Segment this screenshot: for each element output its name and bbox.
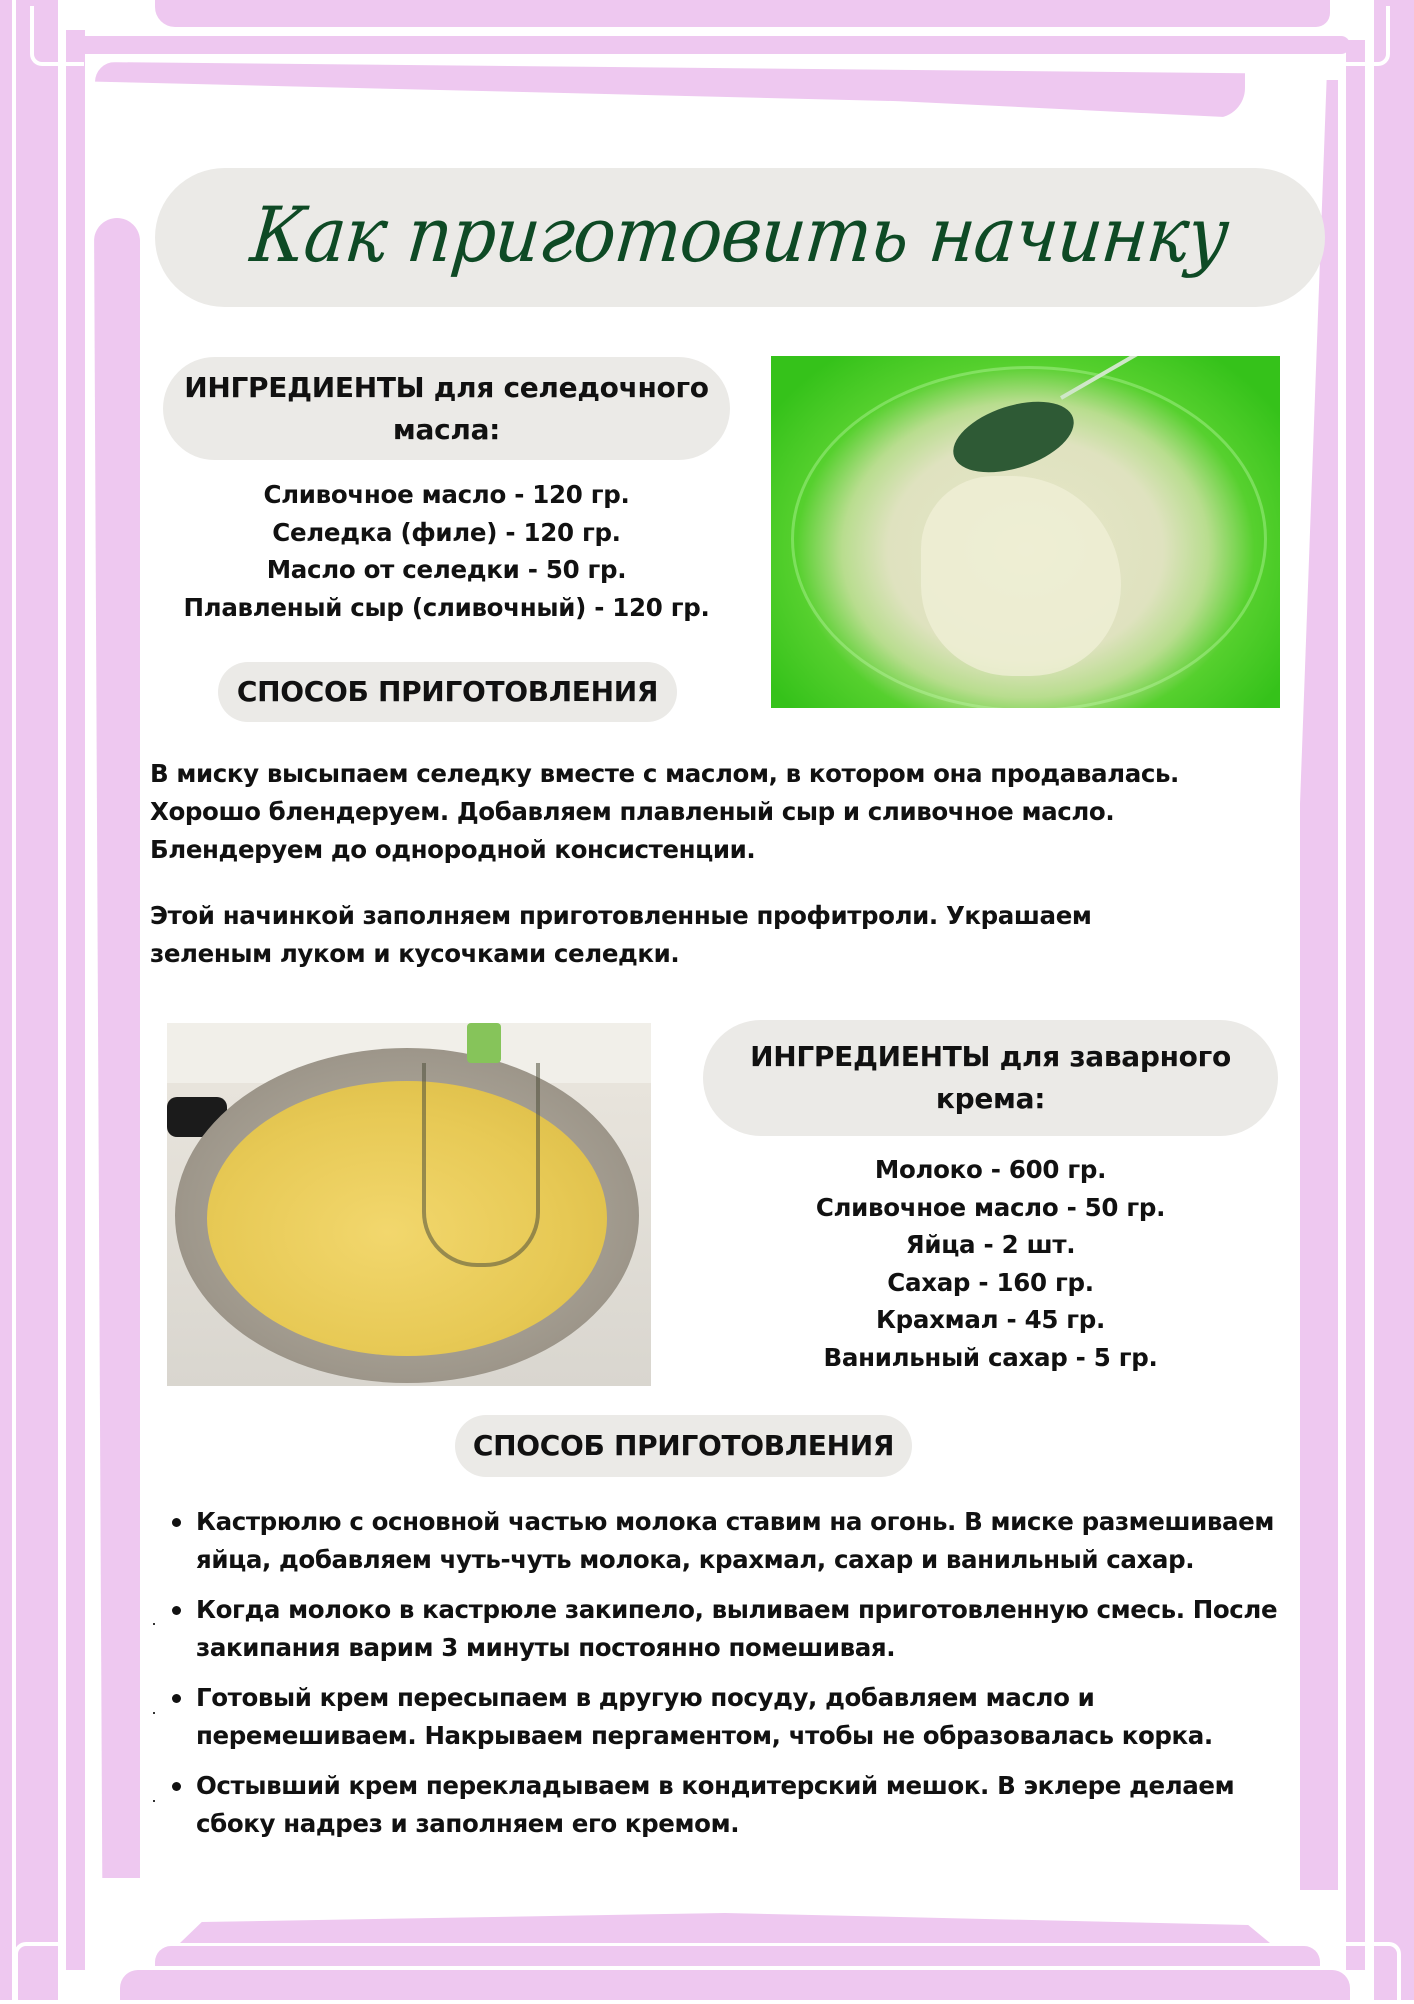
stray-dot-mark [153, 1712, 155, 1714]
section2-method-heading [455, 1415, 912, 1477]
method-step-text: Когда молоко в кастрюле закипело, выливаем приготовленную смесь. После закипания варим 3 минуты постоянно помешивая. [196, 1595, 1278, 1662]
bullet-icon [172, 1782, 181, 1791]
frame-bottom-band-1 [155, 1946, 1320, 1966]
section1-heading-rest: для селедочного [424, 370, 709, 404]
frame-bottom-brush-stroke [180, 1913, 1270, 1943]
ingredient-item: Масло от селедки - 50 гр. [266, 555, 627, 584]
whisk-handle [467, 1023, 501, 1063]
ingredient-item: Сливочное масло - 50 гр. [815, 1192, 1166, 1222]
frame-right-inner-band [1346, 40, 1365, 1970]
section1-method-heading-text: СПОСОБ ПРИГОТОВЛЕНИЯ [236, 675, 659, 708]
ingredient-item: Плавленый сыр (сливочный) - 120 гр. [183, 592, 710, 622]
section1-heading-bold: ИНГРЕДИЕНТЫ [184, 370, 425, 404]
frame-right-brush-stroke [1300, 80, 1338, 1890]
frame-top-band-2 [70, 36, 1350, 54]
ingredient-item: Селедка (филе) - 120 гр. [272, 517, 621, 547]
method-step [170, 1503, 1290, 1579]
frame-left-outer-strip [0, 0, 12, 2000]
section2-heading-bold: ИНГРЕДИЕНТЫ [750, 1040, 991, 1073]
frame-top-left-corner-outline [30, 6, 84, 66]
section2-ingredients-list [703, 1151, 1278, 1376]
ingredient-item: Сахар - 160 гр. [887, 1267, 1094, 1297]
frame-bottom-band-2 [120, 1970, 1350, 2000]
method-step-text: Остывший крем перекладываем в кондитерский мешок. В эклере делаем сбоку надрез и заполняем его кремом. [196, 1771, 1235, 1838]
page-title-text: Как приготовить начинку [247, 190, 1233, 279]
frame-right-outer-band [1374, 0, 1414, 2000]
frame-left-brush-stroke [94, 218, 140, 1878]
section2-ingredients-heading [703, 1020, 1278, 1136]
method-paragraph: В миску высыпаем селедку вместе с маслом, в котором она продавалась. Хорошо блендеруем. Добавляем плавленый сыр и сливочное масло. Блендеруем до однородной консистенции. [150, 759, 1179, 864]
frame-bottom-right-corner-outline [1345, 1942, 1401, 2004]
section1-method-text [150, 755, 1280, 973]
herring-butter-photo [771, 356, 1280, 708]
frame-bottom-left-corner-outline [14, 1942, 64, 2004]
stray-dot-mark [153, 1623, 155, 1625]
bullet-icon [172, 1606, 181, 1615]
stray-dot-mark [153, 1800, 155, 1802]
section1-ingredients-list [163, 476, 730, 626]
method-paragraph: Этой начинкой заполняем приготовленные профитроли. Украшаем зеленым луком и кусочками селедки. [150, 901, 1092, 968]
ingredient-item: Крахмал - 45 гр. [875, 1305, 1106, 1334]
ingredient-item: Сливочное масло - 120 гр. [263, 480, 630, 509]
section2-method-heading-text: СПОСОБ ПРИГОТОВЛЕНИЯ [472, 1429, 895, 1462]
bullet-icon [172, 1694, 181, 1703]
section1-heading-line2: масла: [392, 412, 501, 446]
section1-method-heading [218, 662, 677, 722]
method-step-text: Готовый крем пересыпаем в другую посуду, добавляем масло и перемешиваем. Накрываем пергаментом, чтобы не образовалась корка. [196, 1683, 1213, 1750]
page-title [155, 168, 1325, 307]
frame-left-inner-band [66, 30, 85, 1970]
custard-photo [167, 1023, 651, 1386]
whisk-wires [422, 1063, 540, 1267]
method-step-text: Кастрюлю с основной частью молока ставим на огонь. В миске размешиваем яйца, добавляем чуть-чуть молока, крахмал, сахар и ванильный сахар. [196, 1507, 1274, 1574]
section2-heading-rest: для заварного [990, 1040, 1231, 1073]
method-step [170, 1767, 1290, 1843]
custard-surface [207, 1081, 607, 1356]
section2-heading-line2: крема: [935, 1082, 1046, 1115]
frame-top-brush-stroke [95, 62, 1245, 118]
frame-top-band-1 [155, 0, 1330, 27]
frame-top-right-corner-outline [1340, 6, 1390, 66]
section1-ingredients-heading [163, 357, 730, 460]
bullet-icon [172, 1518, 181, 1527]
ingredient-item: Ванильный сахар - 5 гр. [823, 1342, 1158, 1372]
ingredient-item: Молоко - 600 гр. [874, 1155, 1107, 1184]
method-step [170, 1679, 1290, 1755]
frame-left-band [16, 0, 58, 2000]
ingredient-item: Яйца - 2 шт. [905, 1230, 1076, 1259]
method-step [170, 1591, 1290, 1667]
section2-method-steps [170, 1503, 1290, 1855]
